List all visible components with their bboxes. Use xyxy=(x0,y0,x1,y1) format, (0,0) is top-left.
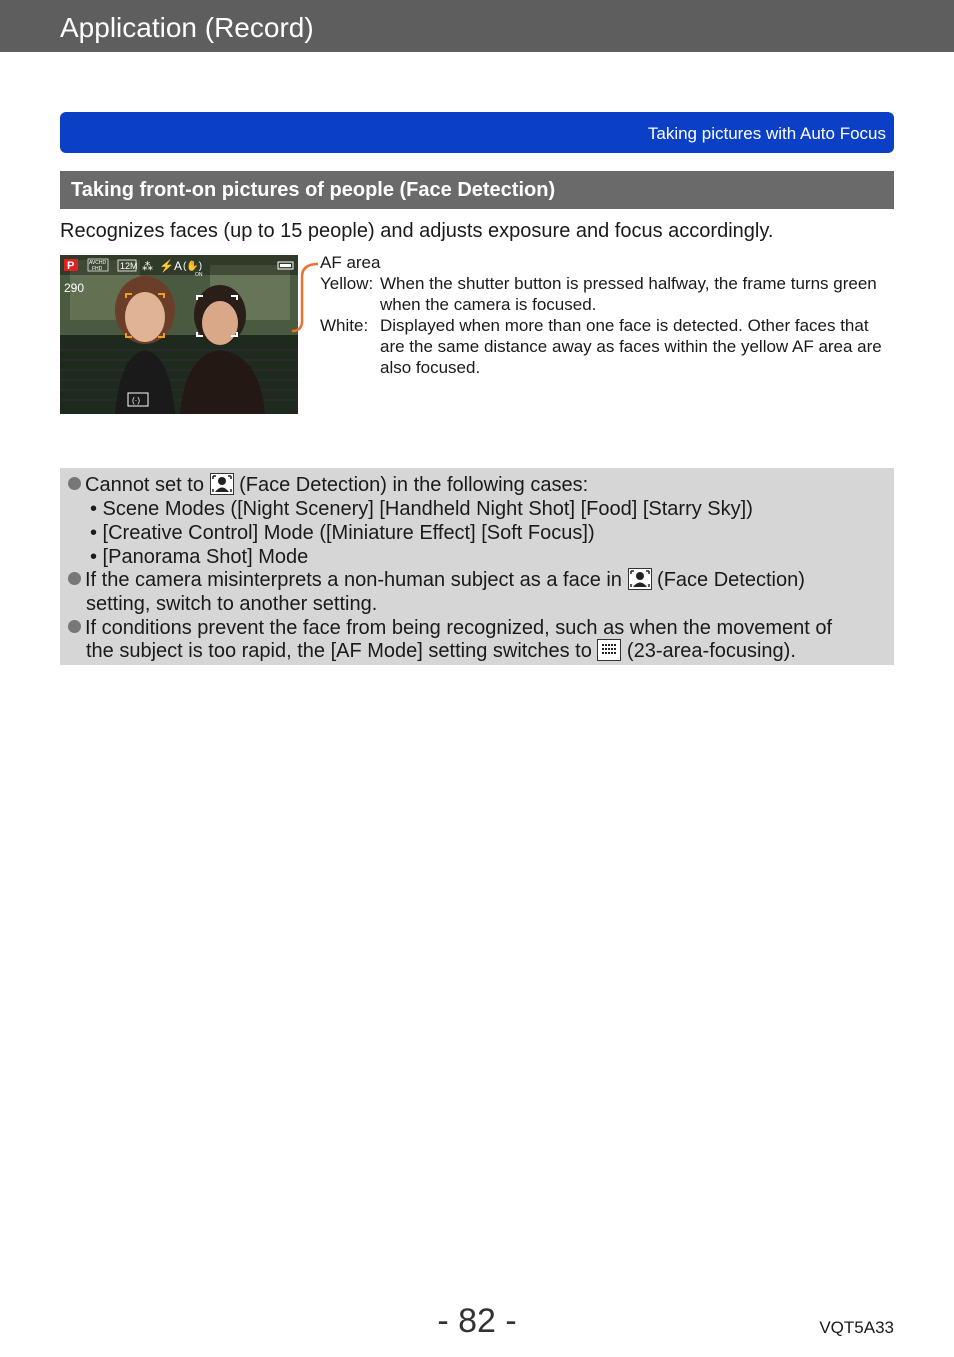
page-title: Application (Record) xyxy=(60,12,314,43)
note-2-cont: setting, switch to another setting. xyxy=(86,593,378,615)
note-1-sub-1: • Scene Modes ([Night Scenery] [Handheld Night Shot] [Food] [Starry Sky]) xyxy=(90,498,753,520)
note-1-sub-2: • [Creative Control] Mode ([Miniature Effect] [Soft Focus]) xyxy=(90,522,595,544)
notes-box xyxy=(60,468,894,665)
breadcrumb-link[interactable]: Taking pictures with Auto Focus xyxy=(647,124,886,143)
stabilizer-label: ON xyxy=(195,272,203,278)
section-heading xyxy=(60,171,894,209)
section-title: Taking front-on pictures of people (Face Detection) xyxy=(71,179,556,201)
note-3-cont: the subject is too rapid, the [AF Mode] setting switches to (23-area-focusing). xyxy=(86,640,796,662)
svg-text:(✋): (✋) xyxy=(183,261,203,272)
bullet-icon xyxy=(68,620,81,633)
af-area-legend xyxy=(320,252,894,378)
23-area-focusing-icon xyxy=(597,639,621,661)
header-bar xyxy=(0,0,954,52)
svg-text:(·): (·) xyxy=(132,396,140,405)
page-number: - 82 - xyxy=(437,1302,517,1340)
yellow-label: Yellow: xyxy=(320,274,374,293)
svg-text:⁂: ⁂ xyxy=(142,261,153,273)
face-detection-icon xyxy=(210,473,234,495)
af-area-title: AF area xyxy=(320,253,381,272)
camera-screen-image xyxy=(60,255,298,414)
note-3: If conditions prevent the face from being recognized, such as when the movement of xyxy=(68,616,832,640)
bullet-icon xyxy=(68,477,81,490)
white-label: White: xyxy=(320,316,369,335)
svg-text:⚡A: ⚡A xyxy=(159,259,182,273)
document-code: VQT5A33 xyxy=(819,1318,894,1337)
note-1-sub-3: • [Panorama Shot] Mode xyxy=(90,546,309,568)
intro-text: Recognizes faces (up to 15 people) and adjusts exposure and focus accordingly. xyxy=(60,220,774,242)
shot-count: 290 xyxy=(64,281,85,295)
mode-indicator: P xyxy=(67,260,75,272)
breadcrumb xyxy=(60,112,894,153)
white-description: Displayed when more than one face is detected. Other faces that are the same distance away as faces within the yellow AF area are also focused. xyxy=(380,316,882,377)
note-2: If the camera misinterprets a non-human subject as a face in (Face Detection) xyxy=(68,568,805,592)
yellow-description: When the shutter button is pressed halfway, the frame turns green when the camera is focused. xyxy=(380,274,877,314)
size-label: 12M xyxy=(120,261,138,271)
face-detection-icon xyxy=(628,568,652,590)
format-bottom-label: FHD xyxy=(92,266,103,272)
format-top-label: AVCHD xyxy=(89,260,107,266)
note-1: Cannot set to (Face Detection) in the following cases: xyxy=(68,473,588,497)
bullet-icon xyxy=(68,572,81,585)
